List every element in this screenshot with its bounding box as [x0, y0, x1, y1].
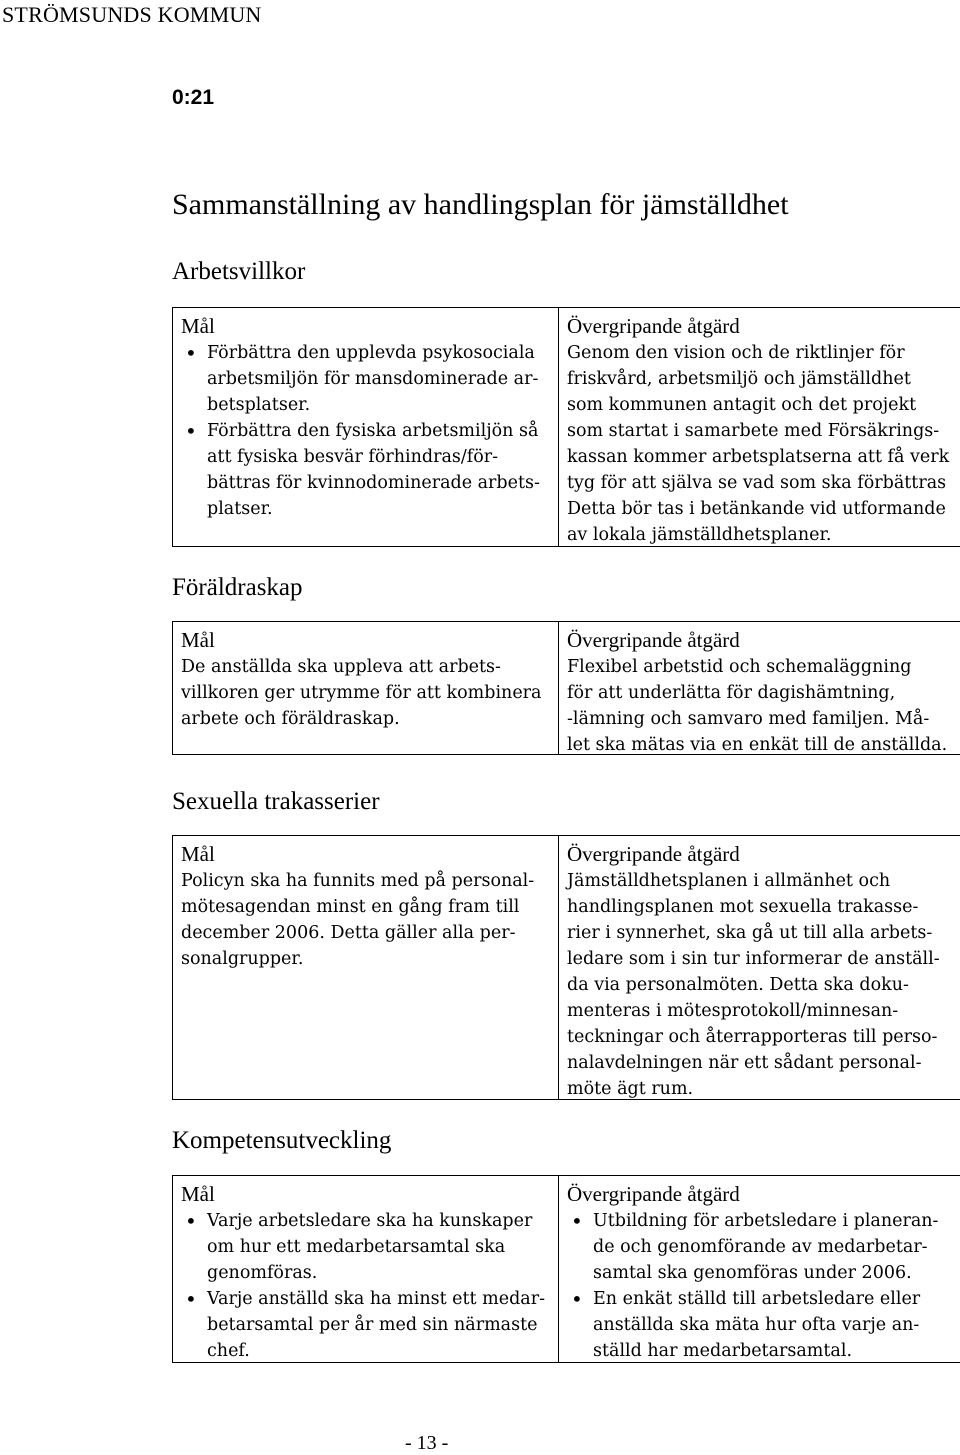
- action-heading: Övergripande åtgärd: [567, 842, 740, 866]
- action-heading: Övergripande åtgärd: [567, 1182, 740, 1206]
- goal-text: Policyn ska ha funnits med på personal- mötesagendan minst en gång fram till december 2006. Detta gäller alla per- sonalgrupper.: [181, 871, 535, 969]
- goal-item: • Varje anställd ska ha minst ett medar- betarsamtal per år med sin närmaste chef.: [181, 1286, 550, 1364]
- goal-column: [173, 836, 559, 1099]
- page-title: Sammanställning av handlingsplan för jämställdhet: [172, 188, 789, 221]
- goal-item: • Förbättra den fysiska arbetsmiljön så att fysiska besvär förhindras/för- bättras för kvinnodominerade arbets- platser.: [181, 418, 550, 522]
- action-column: [559, 622, 960, 754]
- page-number: - 13 -: [405, 1432, 449, 1454]
- goal-heading: Mål: [181, 842, 215, 866]
- goal-heading: Mål: [181, 1182, 215, 1206]
- action-text: Jämställdhetsplanen i allmänhet och handlingsplanen mot sexuella trakasse- rier i synnerhet, ska gå ut till alla arbets- ledare som i sin tur informerar de anställ- da via personalmöten. Detta ska doku- menteras i mötesprotokoll/minnesan- teckningar och återrapporteras till perso- nalavdelningen när ett sådant personal- möte ägt rum.: [567, 871, 940, 1099]
- goal-item: • Varje arbetsledare ska ha kunskaper om hur ett medarbetarsamtal ska genomföras.: [181, 1208, 550, 1286]
- table-sexuella-trakasserier: [172, 835, 960, 1100]
- goal-column: [173, 622, 559, 754]
- action-column: [559, 308, 960, 546]
- action-column: [559, 1176, 960, 1362]
- action-column: [559, 836, 960, 1099]
- section-title-sexuella-trakasserier: Sexuella trakasserier: [172, 788, 380, 815]
- goal-text: De anställda ska uppleva att arbets- villkoren ger utrymme för att kombinera arbete och föräldraskap.: [181, 657, 542, 729]
- table-kompetensutveckling: [172, 1175, 960, 1363]
- goal-column: [173, 308, 559, 546]
- goal-list: [181, 340, 550, 522]
- table-foraldraskap: [172, 621, 960, 755]
- action-text: Flexibel arbetstid och schemaläggning för att underlätta för dagishämtning, -lämning och samvaro med familjen. Må- let ska mätas via en enkät till de anställda.: [567, 657, 948, 754]
- section-title-foraldraskap: Föräldraskap: [172, 574, 303, 601]
- goal-column: [173, 1176, 559, 1362]
- section-title-arbetsvillkor: Arbetsvillkor: [172, 258, 306, 285]
- goal-heading: Mål: [181, 314, 215, 338]
- action-list: [567, 1208, 953, 1362]
- table-arbetsvillkor: [172, 307, 960, 547]
- action-item: • Utbildning för arbetsledare i planeran- de och genomförande av medarbetar- samtal ska genomföras under 2006.: [567, 1208, 953, 1286]
- action-item: • En enkät ställd till arbetsledare eller anställda ska mäta hur ofta varje an- ställd har medarbetarsamtal.: [567, 1286, 953, 1362]
- goal-heading: Mål: [181, 628, 215, 652]
- action-text: Genom den vision och de riktlinjer för friskvård, arbetsmiljö och jämställdhet som kommunen antagit och det projekt som startat i samarbete med Försäkrings- kassan kommer arbetsplatserna att få verk tyg för att själva se vad som ska förbättras Detta bör tas i betänkande vid utformande av lokala jämställdhetsplaner.: [567, 343, 950, 545]
- action-heading: Övergripande åtgärd: [567, 628, 740, 652]
- goal-list: [181, 1208, 550, 1364]
- document-number: 0:21: [172, 86, 215, 109]
- organization-name: STRÖMSUNDS KOMMUN: [2, 2, 262, 27]
- section-title-kompetensutveckling: Kompetensutveckling: [172, 1127, 392, 1154]
- action-heading: Övergripande åtgärd: [567, 314, 740, 338]
- goal-item: • Förbättra den upplevda psykosociala arbetsmiljön för mansdominerade ar- betsplatser.: [181, 340, 550, 418]
